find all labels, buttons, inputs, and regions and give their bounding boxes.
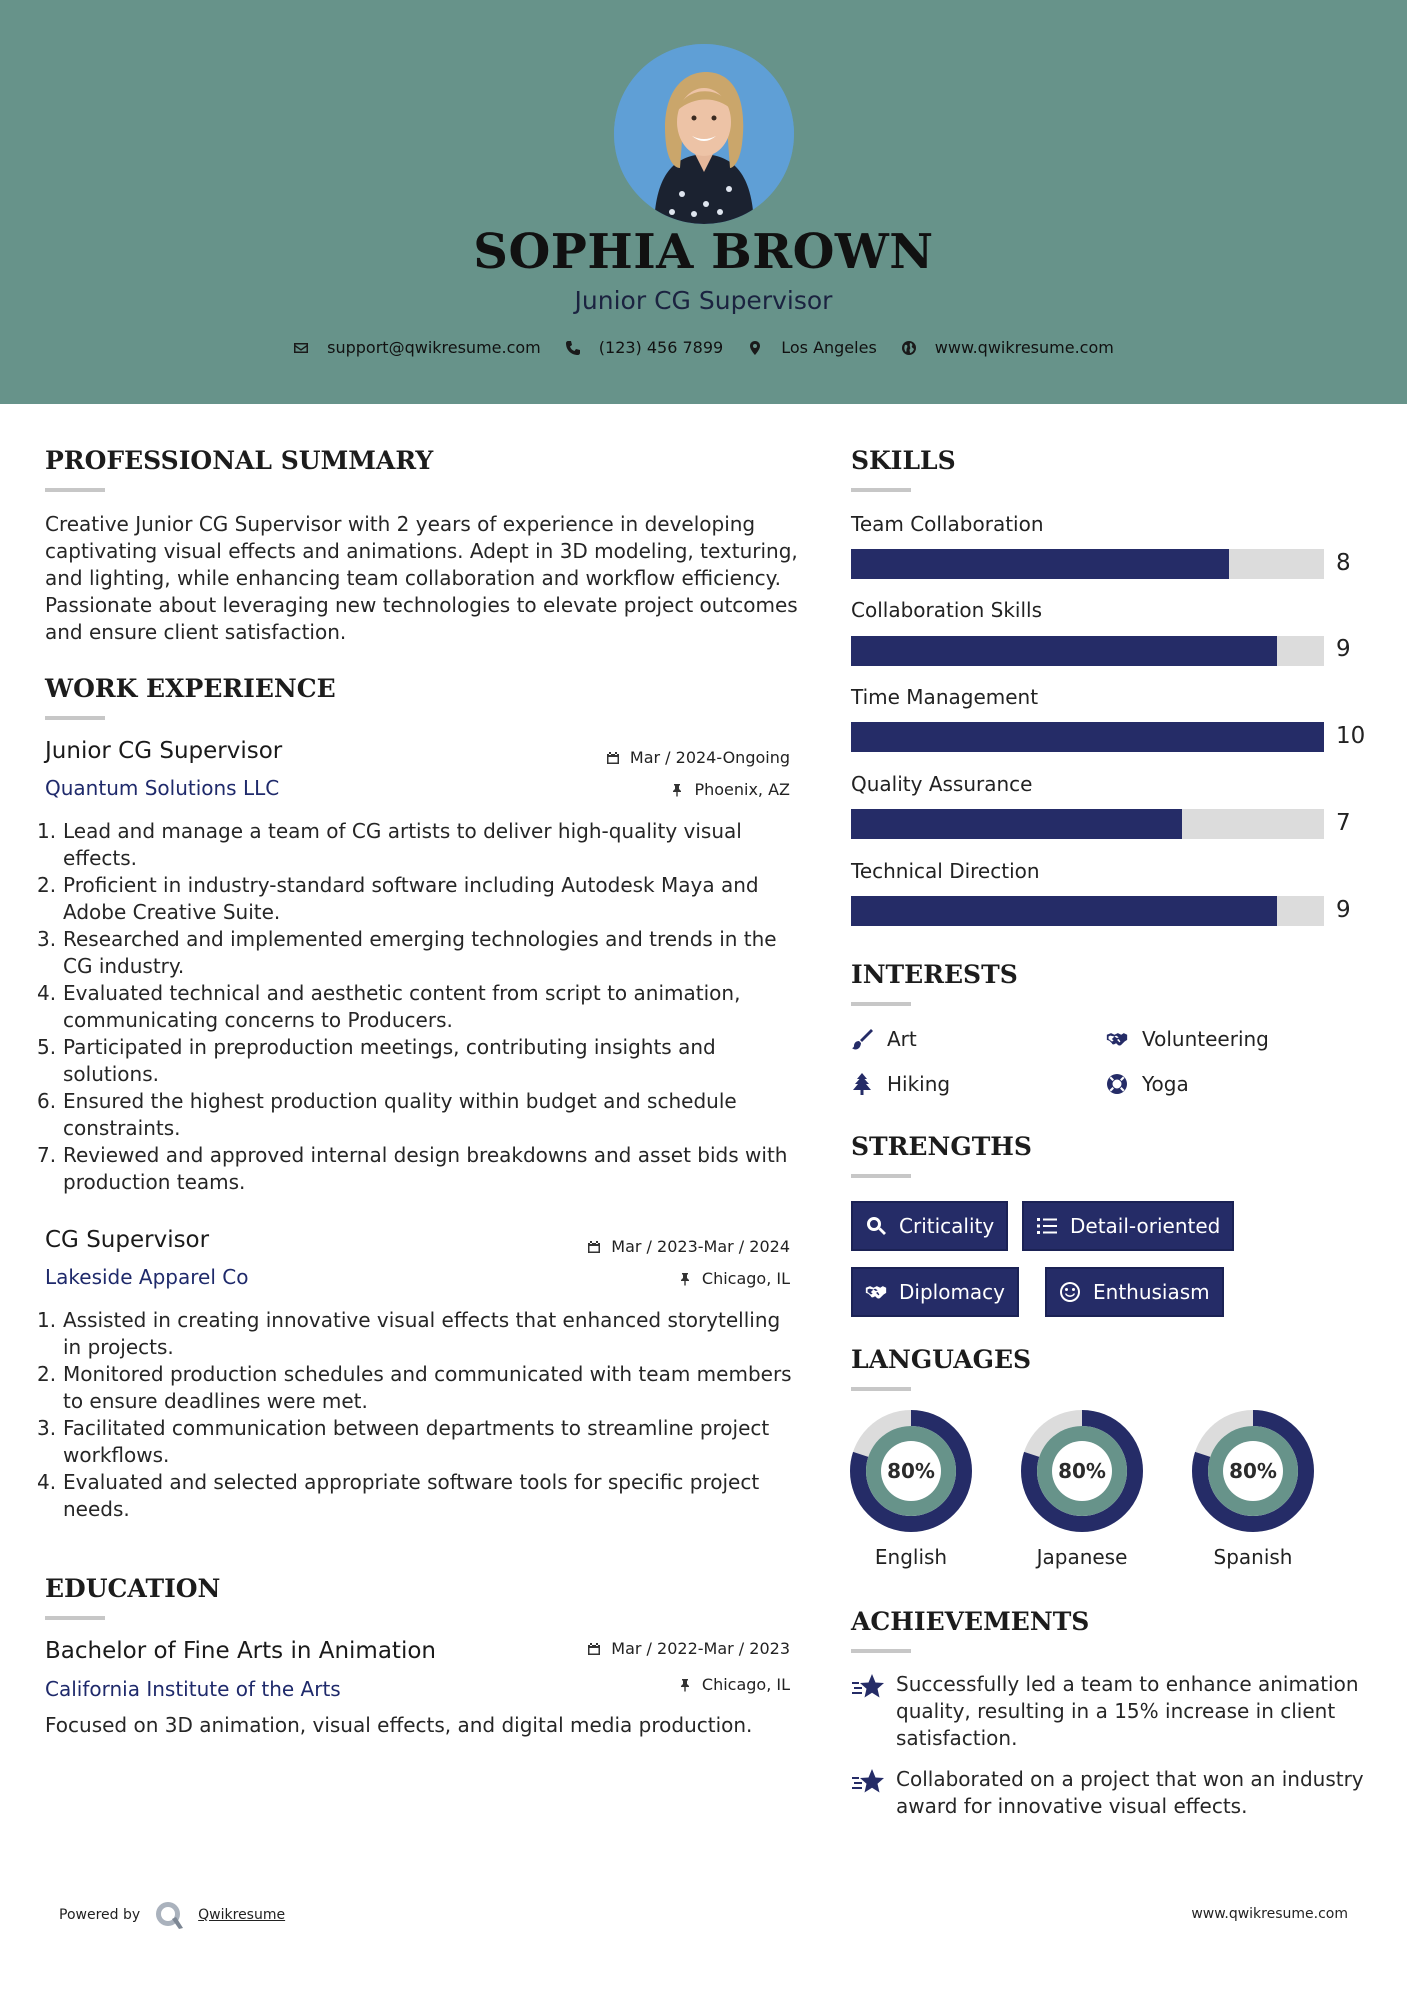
- achievement-2: [851, 1766, 1407, 1820]
- education-location-text: Chicago, IL: [701, 1675, 790, 1694]
- job-2-dates-text: Mar / 2023-Mar / 2024: [611, 1237, 790, 1256]
- experience-rule: [45, 716, 105, 720]
- job-2-title: CG Supervisor: [45, 1227, 210, 1253]
- job-2-company: Lakeside Apparel Co: [45, 1265, 249, 1289]
- header-banner: [0, 0, 1407, 404]
- qwikresume-link[interactable]: Qwikresume: [198, 1907, 286, 1923]
- skill-5-fill: [851, 896, 1277, 926]
- envelope-icon: [293, 340, 309, 356]
- skill-3-value: 10: [1336, 723, 1366, 749]
- interest-yoga-label: Yoga: [1142, 1072, 1189, 1096]
- languages-rule: [851, 1387, 911, 1391]
- summary-heading: PROFESSIONAL SUMMARY: [45, 446, 434, 475]
- education-location: [490, 1675, 790, 1694]
- contact-email-text: support@qwikresume.com: [327, 338, 541, 357]
- search-icon: [865, 1215, 887, 1237]
- achievement-2-text: Collaborated on a project that won an industry award for innovative visual effects.: [896, 1767, 1364, 1818]
- language-japanese-ring: [1021, 1410, 1143, 1532]
- star-icon: [851, 1673, 885, 1703]
- summary-text: Creative Junior CG Supervisor with 2 years of experience in developing captivating visual effects and animations. Adept in 3D modeling, texturing, and lighting, while enhancing team collaboration and workflow efficiency. Passionate about leveraging new technologies to elevate project outcomes and ensure client satisfaction.: [45, 512, 798, 644]
- achievement-1-text: Successfully led a team to enhance animation quality, resulting in a 15% increase in client satisfaction.: [896, 1672, 1359, 1750]
- star-icon: [851, 1768, 885, 1798]
- map-pin-icon: [747, 340, 763, 356]
- list-item: 3. Researched and implemented emerging technologies and trends in the CG industry.: [37, 927, 777, 978]
- skill-5-label: Technical Direction: [851, 859, 1040, 883]
- skill-3-bar: [851, 722, 1324, 752]
- list-item: 6. Ensured the highest production quality within budget and schedule constraints.: [37, 1089, 737, 1140]
- skill-2-value: 9: [1336, 636, 1351, 662]
- strength-detail-oriented: [1022, 1201, 1234, 1251]
- language-english-ring: [850, 1410, 972, 1532]
- education-rule: [45, 1616, 105, 1620]
- list-item: 7. Reviewed and approved internal design breakdowns and asset bids with production teams.: [37, 1143, 788, 1194]
- job-2-bullets: [37, 1307, 800, 1523]
- language-spanish-label: Spanish: [1213, 1545, 1293, 1569]
- skill-1-fill: [851, 549, 1229, 579]
- language-spanish-ring: [1192, 1410, 1314, 1532]
- education-degree: Bachelor of Fine Arts in Animation: [45, 1638, 436, 1664]
- list-icon: [1036, 1215, 1058, 1237]
- tree-icon: [851, 1073, 873, 1095]
- interests-rule: [851, 1002, 911, 1006]
- languages-heading: LANGUAGES: [851, 1345, 1032, 1374]
- skills-heading: SKILLS: [851, 446, 956, 475]
- lifering-icon: [1106, 1073, 1128, 1095]
- skill-5-bar: [851, 896, 1324, 926]
- job-1-location-text: Phoenix, AZ: [694, 780, 790, 799]
- skill-4-bar: [851, 809, 1324, 839]
- strength-detail-oriented-label: Detail-oriented: [1070, 1214, 1221, 1238]
- strength-diplomacy: [851, 1267, 1019, 1317]
- strength-diplomacy-label: Diplomacy: [899, 1280, 1006, 1304]
- list-item: 5. Participated in preproduction meetings, contributing insights and solutions.: [37, 1035, 716, 1086]
- list-item: 2. Proficient in industry-standard software including Autodesk Maya and Adobe Creative Suite.: [37, 873, 759, 924]
- list-item: 1. Assisted in creating innovative visual effects that enhanced storytelling in projects.: [37, 1308, 781, 1359]
- achievements-rule: [851, 1649, 911, 1653]
- calendar-icon: [587, 1642, 601, 1656]
- list-item: 1. Lead and manage a team of CG artists to deliver high-quality visual effects.: [37, 819, 742, 870]
- summary-rule: [45, 488, 105, 492]
- interest-volunteering-label: Volunteering: [1142, 1027, 1269, 1051]
- contact-website[interactable]: [901, 338, 1114, 357]
- interest-volunteering: [1106, 1027, 1269, 1051]
- handshake-icon: [865, 1281, 887, 1303]
- calendar-icon: [606, 751, 620, 765]
- interests-heading: INTERESTS: [851, 960, 1018, 989]
- job-2-dates: [490, 1237, 790, 1256]
- phone-icon: [565, 340, 581, 356]
- interest-yoga: [1106, 1072, 1189, 1096]
- contact-bar: [0, 338, 1407, 357]
- skill-1-value: 8: [1336, 550, 1351, 576]
- candidate-name: SOPHIA BROWN: [473, 224, 934, 280]
- job-1-location: [490, 780, 790, 799]
- contact-phone-text: (123) 456 7899: [598, 338, 724, 357]
- skill-4-label: Quality Assurance: [851, 772, 1033, 796]
- skill-3-fill: [851, 722, 1324, 752]
- strength-enthusiasm: [1045, 1267, 1224, 1317]
- list-item: 3. Facilitated communication between departments to streamline project workflows.: [37, 1416, 770, 1467]
- skills-rule: [851, 488, 911, 492]
- profile-photo: [614, 44, 794, 224]
- skill-1-label: Team Collaboration: [851, 512, 1044, 536]
- strength-criticality: [851, 1201, 1008, 1251]
- language-spanish-percent: 80%: [1229, 1459, 1277, 1483]
- pushpin-icon: [678, 1272, 692, 1286]
- contact-location-text: Los Angeles: [781, 338, 877, 357]
- powered-by-text: Powered by: [59, 1907, 141, 1923]
- strengths-heading: STRENGTHS: [851, 1132, 1032, 1161]
- candidate-title: Junior CG Supervisor: [574, 286, 833, 315]
- interest-hiking: [851, 1072, 950, 1096]
- smile-icon: [1059, 1281, 1081, 1303]
- interest-art: [851, 1027, 917, 1051]
- skill-4-fill: [851, 809, 1182, 839]
- education-heading: EDUCATION: [45, 1574, 221, 1603]
- language-japanese-label: Japanese: [1036, 1545, 1128, 1569]
- language-english-percent: 80%: [887, 1459, 935, 1483]
- pushpin-icon: [678, 1678, 692, 1692]
- list-item: 4. Evaluated technical and aesthetic content from script to animation, communicating concerns to Producers.: [37, 981, 741, 1032]
- skill-2-label: Collaboration Skills: [851, 598, 1043, 622]
- job-2-location-text: Chicago, IL: [701, 1269, 790, 1288]
- strength-criticality-label: Criticality: [899, 1214, 995, 1238]
- calendar-icon: [587, 1240, 601, 1254]
- strengths-rule: [851, 1174, 911, 1178]
- interest-hiking-label: Hiking: [887, 1072, 951, 1096]
- education-description: Focused on 3D animation, visual effects, and digital media production.: [45, 1713, 753, 1737]
- job-1-company: Quantum Solutions LLC: [45, 776, 280, 800]
- strength-enthusiasm-label: Enthusiasm: [1093, 1280, 1210, 1304]
- list-item: 2. Monitored production schedules and communicated with team members to ensure deadlines were met.: [37, 1362, 792, 1413]
- handshake-icon: [1106, 1028, 1128, 1050]
- job-1-dates: [490, 748, 790, 767]
- achievement-1: [851, 1671, 1407, 1752]
- skill-1-bar: [851, 549, 1324, 579]
- contact-location: [747, 338, 877, 357]
- interest-art-label: Art: [887, 1027, 917, 1051]
- contact-website-text: www.qwikresume.com: [934, 338, 1114, 357]
- footer-powered-by: [59, 1900, 285, 1930]
- qwikresume-logo-icon: [154, 1900, 184, 1930]
- education-school: California Institute of the Arts: [45, 1677, 341, 1701]
- skill-2-bar: [851, 636, 1324, 666]
- language-english-label: English: [874, 1545, 948, 1569]
- paintbrush-icon: [851, 1028, 873, 1050]
- contact-email[interactable]: [293, 338, 541, 357]
- experience-heading: WORK EXPERIENCE: [45, 674, 336, 703]
- skill-3-label: Time Management: [851, 685, 1039, 709]
- job-1-title: Junior CG Supervisor: [45, 738, 283, 764]
- language-japanese-percent: 80%: [1058, 1459, 1106, 1483]
- skill-2-fill: [851, 636, 1277, 666]
- job-1-bullets: [37, 818, 800, 1196]
- globe-icon: [901, 340, 917, 356]
- education-dates: [490, 1639, 790, 1658]
- pushpin-icon: [670, 783, 684, 797]
- skill-4-value: 7: [1336, 810, 1351, 836]
- education-dates-text: Mar / 2022-Mar / 2023: [611, 1639, 790, 1658]
- contact-phone[interactable]: [565, 338, 723, 357]
- job-1-dates-text: Mar / 2024-Ongoing: [629, 748, 790, 767]
- list-item: 4. Evaluated and selected appropriate software tools for specific project needs.: [37, 1470, 760, 1521]
- footer-website[interactable]: www.qwikresume.com: [1191, 1906, 1348, 1922]
- skill-5-value: 9: [1336, 897, 1351, 923]
- job-2-location: [490, 1269, 790, 1288]
- achievements-heading: ACHIEVEMENTS: [851, 1607, 1090, 1636]
